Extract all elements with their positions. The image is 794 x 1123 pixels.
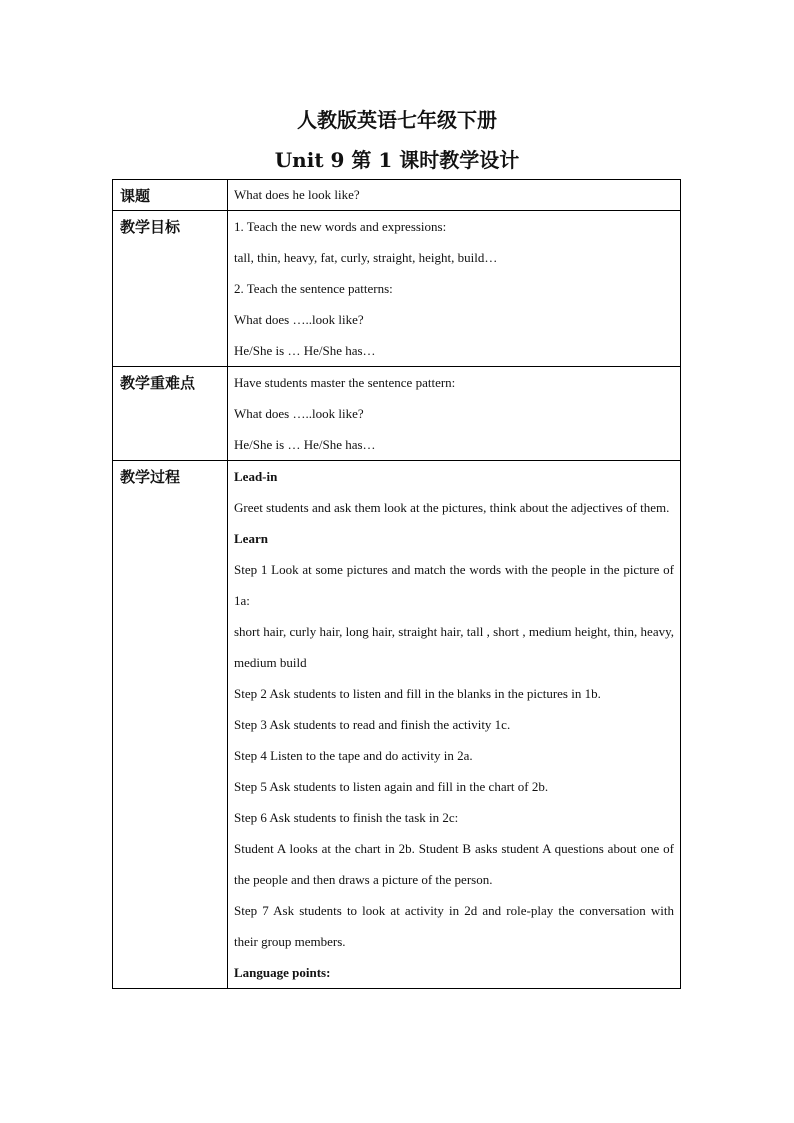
key-points-label: 教学重难点 [113,367,228,461]
objectives-label: 教学目标 [113,211,228,367]
objectives-content-cell [228,211,681,367]
objective-line: What does …..look like? [234,312,364,327]
key-point-line: He/She is … He/She has… [234,437,376,452]
step-1-words: short hair, curly hair, long hair, straight hair, tall , short , medium height, thin, heavy, medium build [234,624,674,670]
lead-in-text: Greet students and ask them look at the pictures, think about the adjectives of them. [234,500,670,515]
topic-content-cell [228,180,681,211]
step-6-detail: Student A looks at the chart in 2b. Student B asks student A questions about one of the people and then draws a picture of the person. [234,841,674,887]
lesson-plan-table [112,179,681,989]
step-7: Step 7 Ask students to look at activity in 2d and role-play the conversation with their group members. [234,903,674,949]
objective-line: 1. Teach the new words and expressions: [234,219,447,234]
topic-text: What does he look like? [234,187,360,202]
document-title: 人教版英语七年级下册 [297,108,497,132]
language-points-heading: Language points: [234,965,331,980]
key-points-content-cell [228,367,681,461]
objective-line: tall, thin, heavy, fat, curly, straight, height, build… [234,250,498,265]
objectives-row [113,211,681,367]
step-1: Step 1 Look at some pictures and match the words with the people in the picture of 1a: [234,562,674,608]
step-4: Step 4 Listen to the tape and do activity in 2a. [234,748,473,763]
topic-row [113,180,681,211]
key-points-row [113,367,681,461]
process-content-cell [228,461,681,989]
process-row [113,461,681,989]
lead-in-heading: Lead-in [234,469,278,484]
objective-line: 2. Teach the sentence patterns: [234,281,393,296]
key-point-line: Have students master the sentence pattern: [234,375,456,390]
key-point-line: What does …..look like? [234,406,364,421]
learn-heading: Learn [234,531,268,546]
document-subtitle: Unit 9 第 1 课时教学设计 [274,148,520,172]
process-label: 教学过程 [113,461,228,989]
step-6: Step 6 Ask students to finish the task in 2c: [234,810,459,825]
step-2: Step 2 Ask students to listen and fill in the blanks in the pictures in 1b. [234,686,601,701]
topic-label: 课题 [113,180,228,211]
objective-line: He/She is … He/She has… [234,343,376,358]
step-5: Step 5 Ask students to listen again and fill in the chart of 2b. [234,779,549,794]
step-3: Step 3 Ask students to read and finish the activity 1c. [234,717,511,732]
